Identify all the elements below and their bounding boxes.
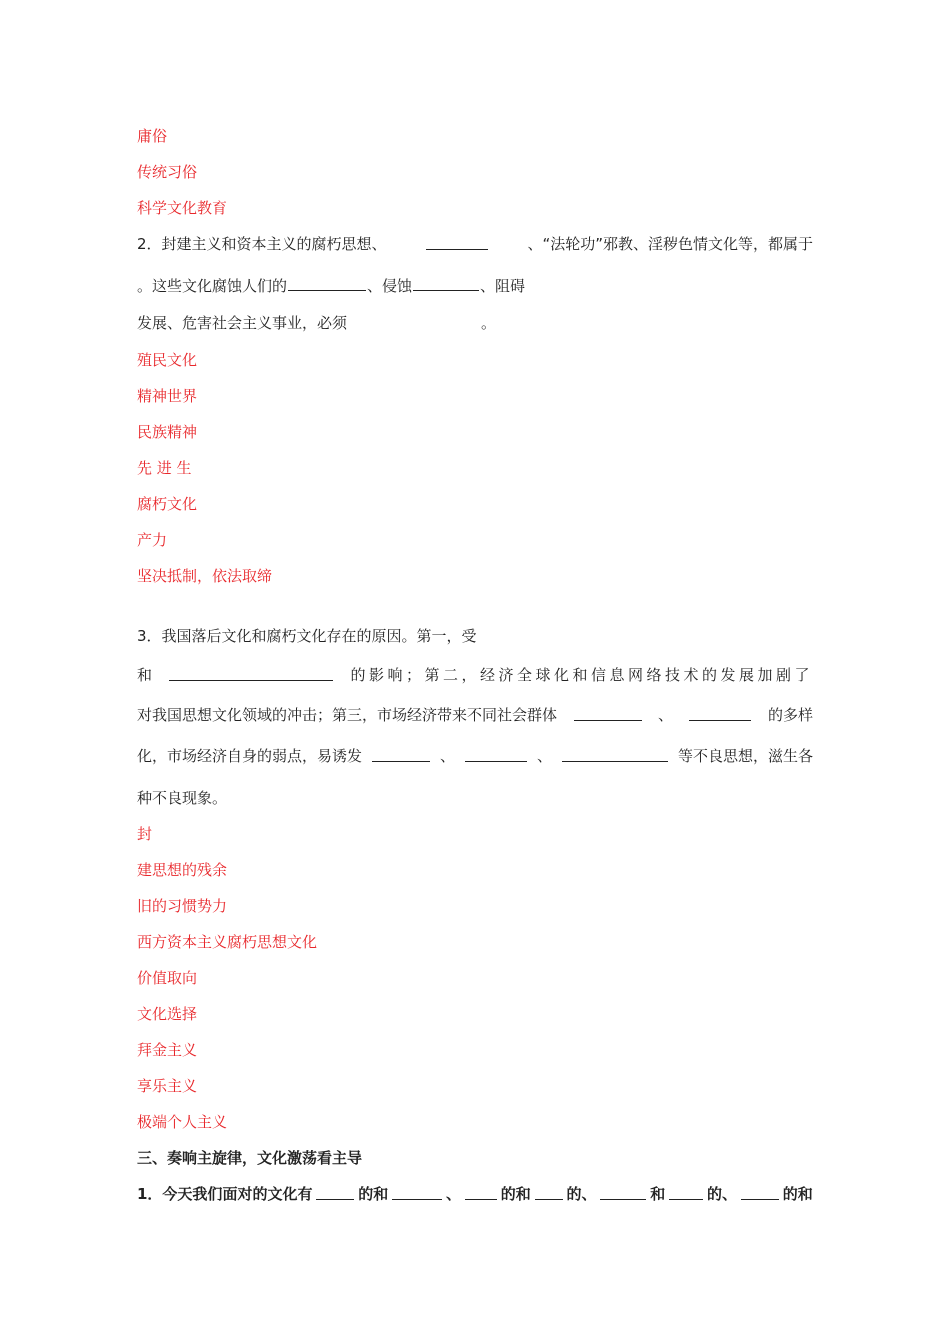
text: 、 [657, 706, 673, 724]
text: 发展、危害社会主义事业，必须 [137, 314, 348, 332]
question-3-line-2 [137, 665, 813, 685]
answer-line: 殖民文化 [137, 351, 198, 369]
fill-blank [741, 1184, 779, 1200]
fill-blank [535, 1184, 563, 1200]
section-3-line-1 [137, 1184, 813, 1204]
answer-line: 价值取向 [137, 969, 198, 987]
question-2-line-3 [137, 313, 496, 333]
answer-line: 封 [137, 825, 153, 843]
answer-line: 享乐主义 [137, 1077, 198, 1095]
answer-line: 坚决抵制，依法取缔 [137, 567, 273, 585]
answer-line: 建思想的残余 [137, 861, 228, 879]
section-heading: 三、奏响主旋律，文化激荡看主导 [137, 1149, 363, 1167]
answer-line: 精神世界 [137, 387, 198, 405]
fill-blank [465, 746, 527, 762]
answer-line: 西方资本主义腐朽思想文化 [137, 933, 318, 951]
fill-blank [372, 746, 430, 762]
answer-line: 拜金主义 [137, 1041, 198, 1059]
text: 、 [445, 1185, 461, 1203]
text: 的、 [707, 1185, 738, 1203]
text: 的和 [500, 1185, 531, 1203]
text: 、侵蚀 [367, 277, 413, 295]
question-3-line-1: 3．我国落后文化和腐朽文化存在的原因。第一，受 [137, 627, 477, 645]
text: 等不良思想，滋生各 [677, 747, 813, 765]
text: 的和 [358, 1185, 389, 1203]
text: 、“法轮功”邪教、淫秽色情文化等，都属于 [527, 235, 813, 253]
text: 对我国思想文化领域的冲击；第三，市场经济带来不同社会群体 [137, 706, 558, 724]
text: 的多样 [767, 706, 813, 724]
fill-blank [669, 1184, 703, 1200]
fill-blank [426, 234, 488, 250]
answer-line: 腐朽文化 [137, 495, 198, 513]
answer-line: 民族精神 [137, 423, 198, 441]
text: 。这些文化腐蚀人们的 [137, 277, 288, 295]
fill-blank [465, 1184, 497, 1200]
question-3-line-3 [137, 705, 813, 725]
answer-line: 极端个人主义 [137, 1113, 228, 1131]
text: 。 [481, 314, 497, 332]
answer-line: 文化选择 [137, 1005, 198, 1023]
text: 2．封建主义和资本主义的腐朽思想、 [137, 235, 387, 253]
fill-blank [169, 665, 333, 681]
fill-blank [413, 275, 479, 291]
text: 、阻碍 [480, 277, 526, 295]
question-2-line-2 [137, 275, 525, 295]
answer-line: 产力 [137, 531, 168, 549]
text: 和 [137, 666, 153, 684]
text: 的、 [566, 1185, 597, 1203]
fill-blank [600, 1184, 646, 1200]
answer-line: 科学文化教育 [137, 199, 228, 217]
text: 的和 [782, 1185, 813, 1203]
answer-line: 先 进 生 [137, 459, 192, 477]
text: 化，市场经济自身的弱点，易诱发 [137, 747, 363, 765]
fill-blank [288, 275, 366, 291]
question-3-line-4 [137, 746, 813, 766]
text: 1．今天我们面对的文化有 [137, 1185, 313, 1203]
text: 和 [650, 1185, 666, 1203]
question-2-line-1 [137, 234, 813, 254]
text: 、 [536, 747, 552, 765]
text: 的影响；第二，经济全球化和信息网络技术的发展加剧了 [350, 666, 813, 684]
question-3-line-5: 种不良现象。 [137, 789, 228, 807]
text: 、 [439, 747, 455, 765]
fill-blank [574, 705, 642, 721]
answer-line: 传统习俗 [137, 163, 198, 181]
fill-blank [392, 1184, 442, 1200]
answer-line: 旧的习惯势力 [137, 897, 228, 915]
answer-line: 庸俗 [137, 127, 168, 145]
fill-blank [689, 705, 751, 721]
fill-blank [562, 746, 668, 762]
fill-blank [316, 1184, 354, 1200]
